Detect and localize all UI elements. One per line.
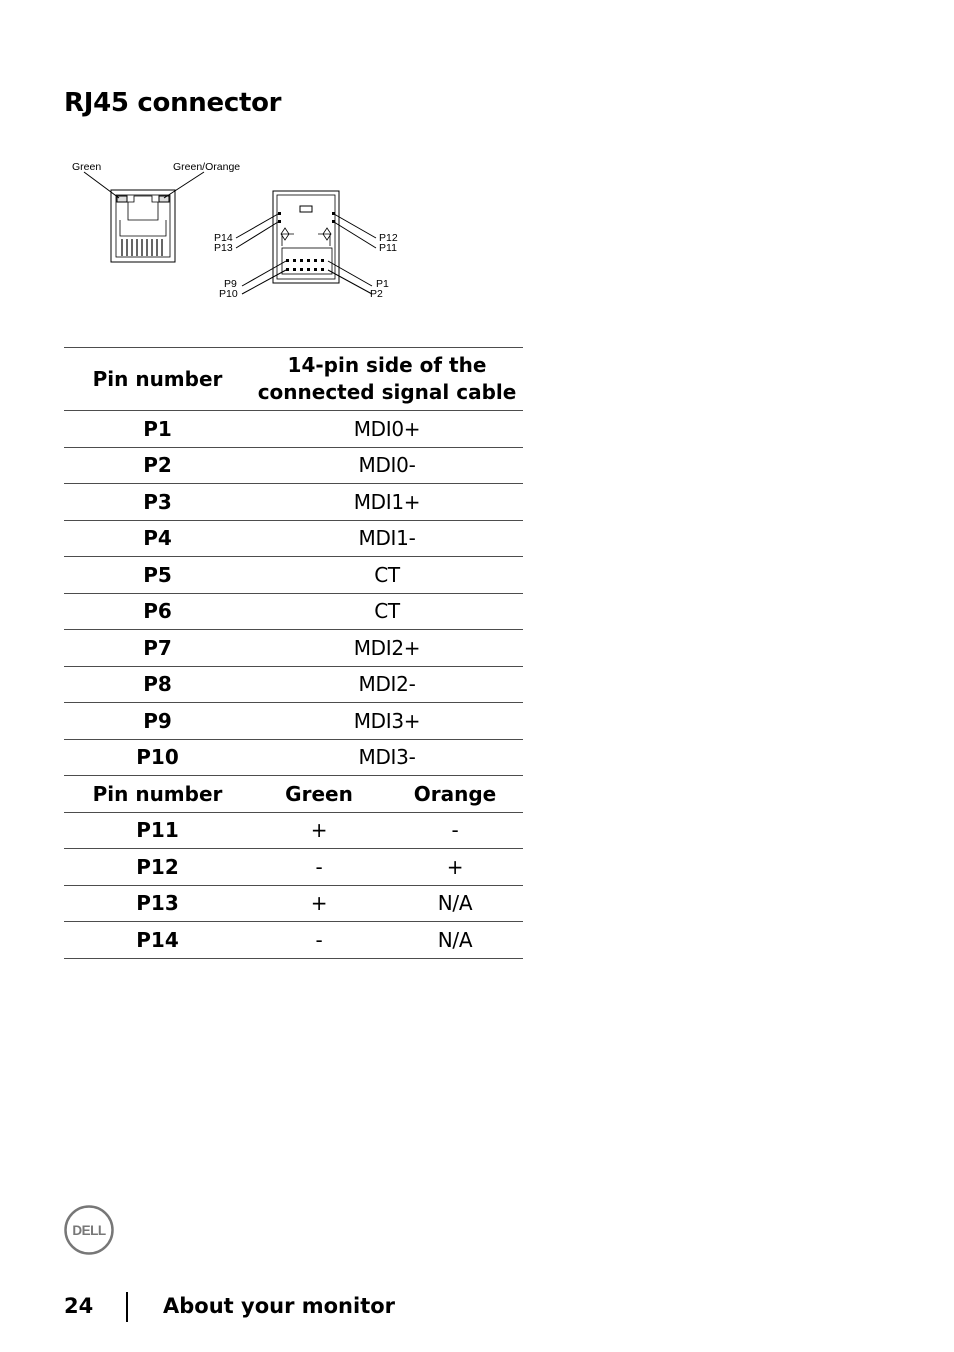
table-header-row-2 bbox=[64, 776, 523, 813]
label-p14: P14 bbox=[214, 232, 233, 244]
orange-cell: + bbox=[387, 849, 523, 886]
signal-cell: MDI2+ bbox=[251, 630, 523, 667]
page-number: 24 bbox=[64, 1294, 94, 1318]
table-row bbox=[64, 666, 523, 703]
label-p1: P1 bbox=[376, 278, 389, 290]
signal-cell: MDI0+ bbox=[251, 411, 523, 448]
dell-logo bbox=[63, 1204, 115, 1256]
pin-cell: P13 bbox=[64, 885, 251, 922]
signal-cell: MDI1- bbox=[251, 520, 523, 557]
table-row bbox=[64, 593, 523, 630]
orange-cell: - bbox=[387, 812, 523, 849]
pin-assignment-table bbox=[64, 347, 523, 959]
table-header-row bbox=[64, 348, 523, 411]
table-row bbox=[64, 520, 523, 557]
pin-cell: P10 bbox=[64, 739, 251, 776]
table-row bbox=[64, 739, 523, 776]
header-orange: Orange bbox=[387, 776, 523, 813]
label-p9: P9 bbox=[224, 278, 237, 290]
pin-cell: P14 bbox=[64, 922, 251, 959]
footer-divider bbox=[126, 1292, 128, 1322]
pin-cell: P7 bbox=[64, 630, 251, 667]
signal-cell: CT bbox=[251, 557, 523, 594]
pin-cell: P3 bbox=[64, 484, 251, 521]
label-green-orange: Green/Orange bbox=[173, 161, 241, 173]
pin-cell: P4 bbox=[64, 520, 251, 557]
pin-cell: P2 bbox=[64, 447, 251, 484]
label-p2: P2 bbox=[370, 288, 383, 300]
orange-cell: N/A bbox=[387, 885, 523, 922]
green-cell: + bbox=[251, 885, 387, 922]
table-row bbox=[64, 630, 523, 667]
table-row bbox=[64, 922, 523, 959]
green-cell: - bbox=[251, 922, 387, 959]
label-green: Green bbox=[72, 161, 102, 173]
table-row bbox=[64, 812, 523, 849]
table-row bbox=[64, 484, 523, 521]
signal-cell: MDI2- bbox=[251, 666, 523, 703]
signal-cell: CT bbox=[251, 593, 523, 630]
label-p10: P10 bbox=[219, 288, 238, 300]
table-row bbox=[64, 703, 523, 740]
pin-cell: P9 bbox=[64, 703, 251, 740]
orange-cell: N/A bbox=[387, 922, 523, 959]
pin-cell: P11 bbox=[64, 812, 251, 849]
signal-cell: MDI1+ bbox=[251, 484, 523, 521]
table-row bbox=[64, 849, 523, 886]
label-p12: P12 bbox=[379, 232, 398, 244]
pin-cell: P6 bbox=[64, 593, 251, 630]
pin-cell: P8 bbox=[64, 666, 251, 703]
table-row bbox=[64, 447, 523, 484]
pin-cell: P5 bbox=[64, 557, 251, 594]
signal-cell: MDI3+ bbox=[251, 703, 523, 740]
signal-cell: MDI0- bbox=[251, 447, 523, 484]
pin-cell: P1 bbox=[64, 411, 251, 448]
table-row bbox=[64, 885, 523, 922]
header-pin-number: Pin number bbox=[64, 348, 251, 411]
header-signal-cable: 14-pin side of the connected signal cable bbox=[251, 348, 523, 411]
pin-cell: P12 bbox=[64, 849, 251, 886]
rj45-connector-diagram bbox=[64, 150, 424, 310]
signal-cell: MDI3- bbox=[251, 739, 523, 776]
page-title: RJ45 connector bbox=[64, 88, 282, 118]
green-cell: - bbox=[251, 849, 387, 886]
header-pin-number-2: Pin number bbox=[64, 776, 251, 813]
label-p13: P13 bbox=[214, 242, 233, 254]
label-p11: P11 bbox=[379, 242, 397, 254]
header-green: Green bbox=[251, 776, 387, 813]
svg-text:DELL: DELL bbox=[72, 1223, 106, 1238]
table-row bbox=[64, 411, 523, 448]
footer-section-title: About your monitor bbox=[163, 1294, 396, 1318]
table-row bbox=[64, 557, 523, 594]
green-cell: + bbox=[251, 812, 387, 849]
rj45-front-view bbox=[84, 172, 204, 262]
rj45-pin-view bbox=[236, 191, 376, 294]
